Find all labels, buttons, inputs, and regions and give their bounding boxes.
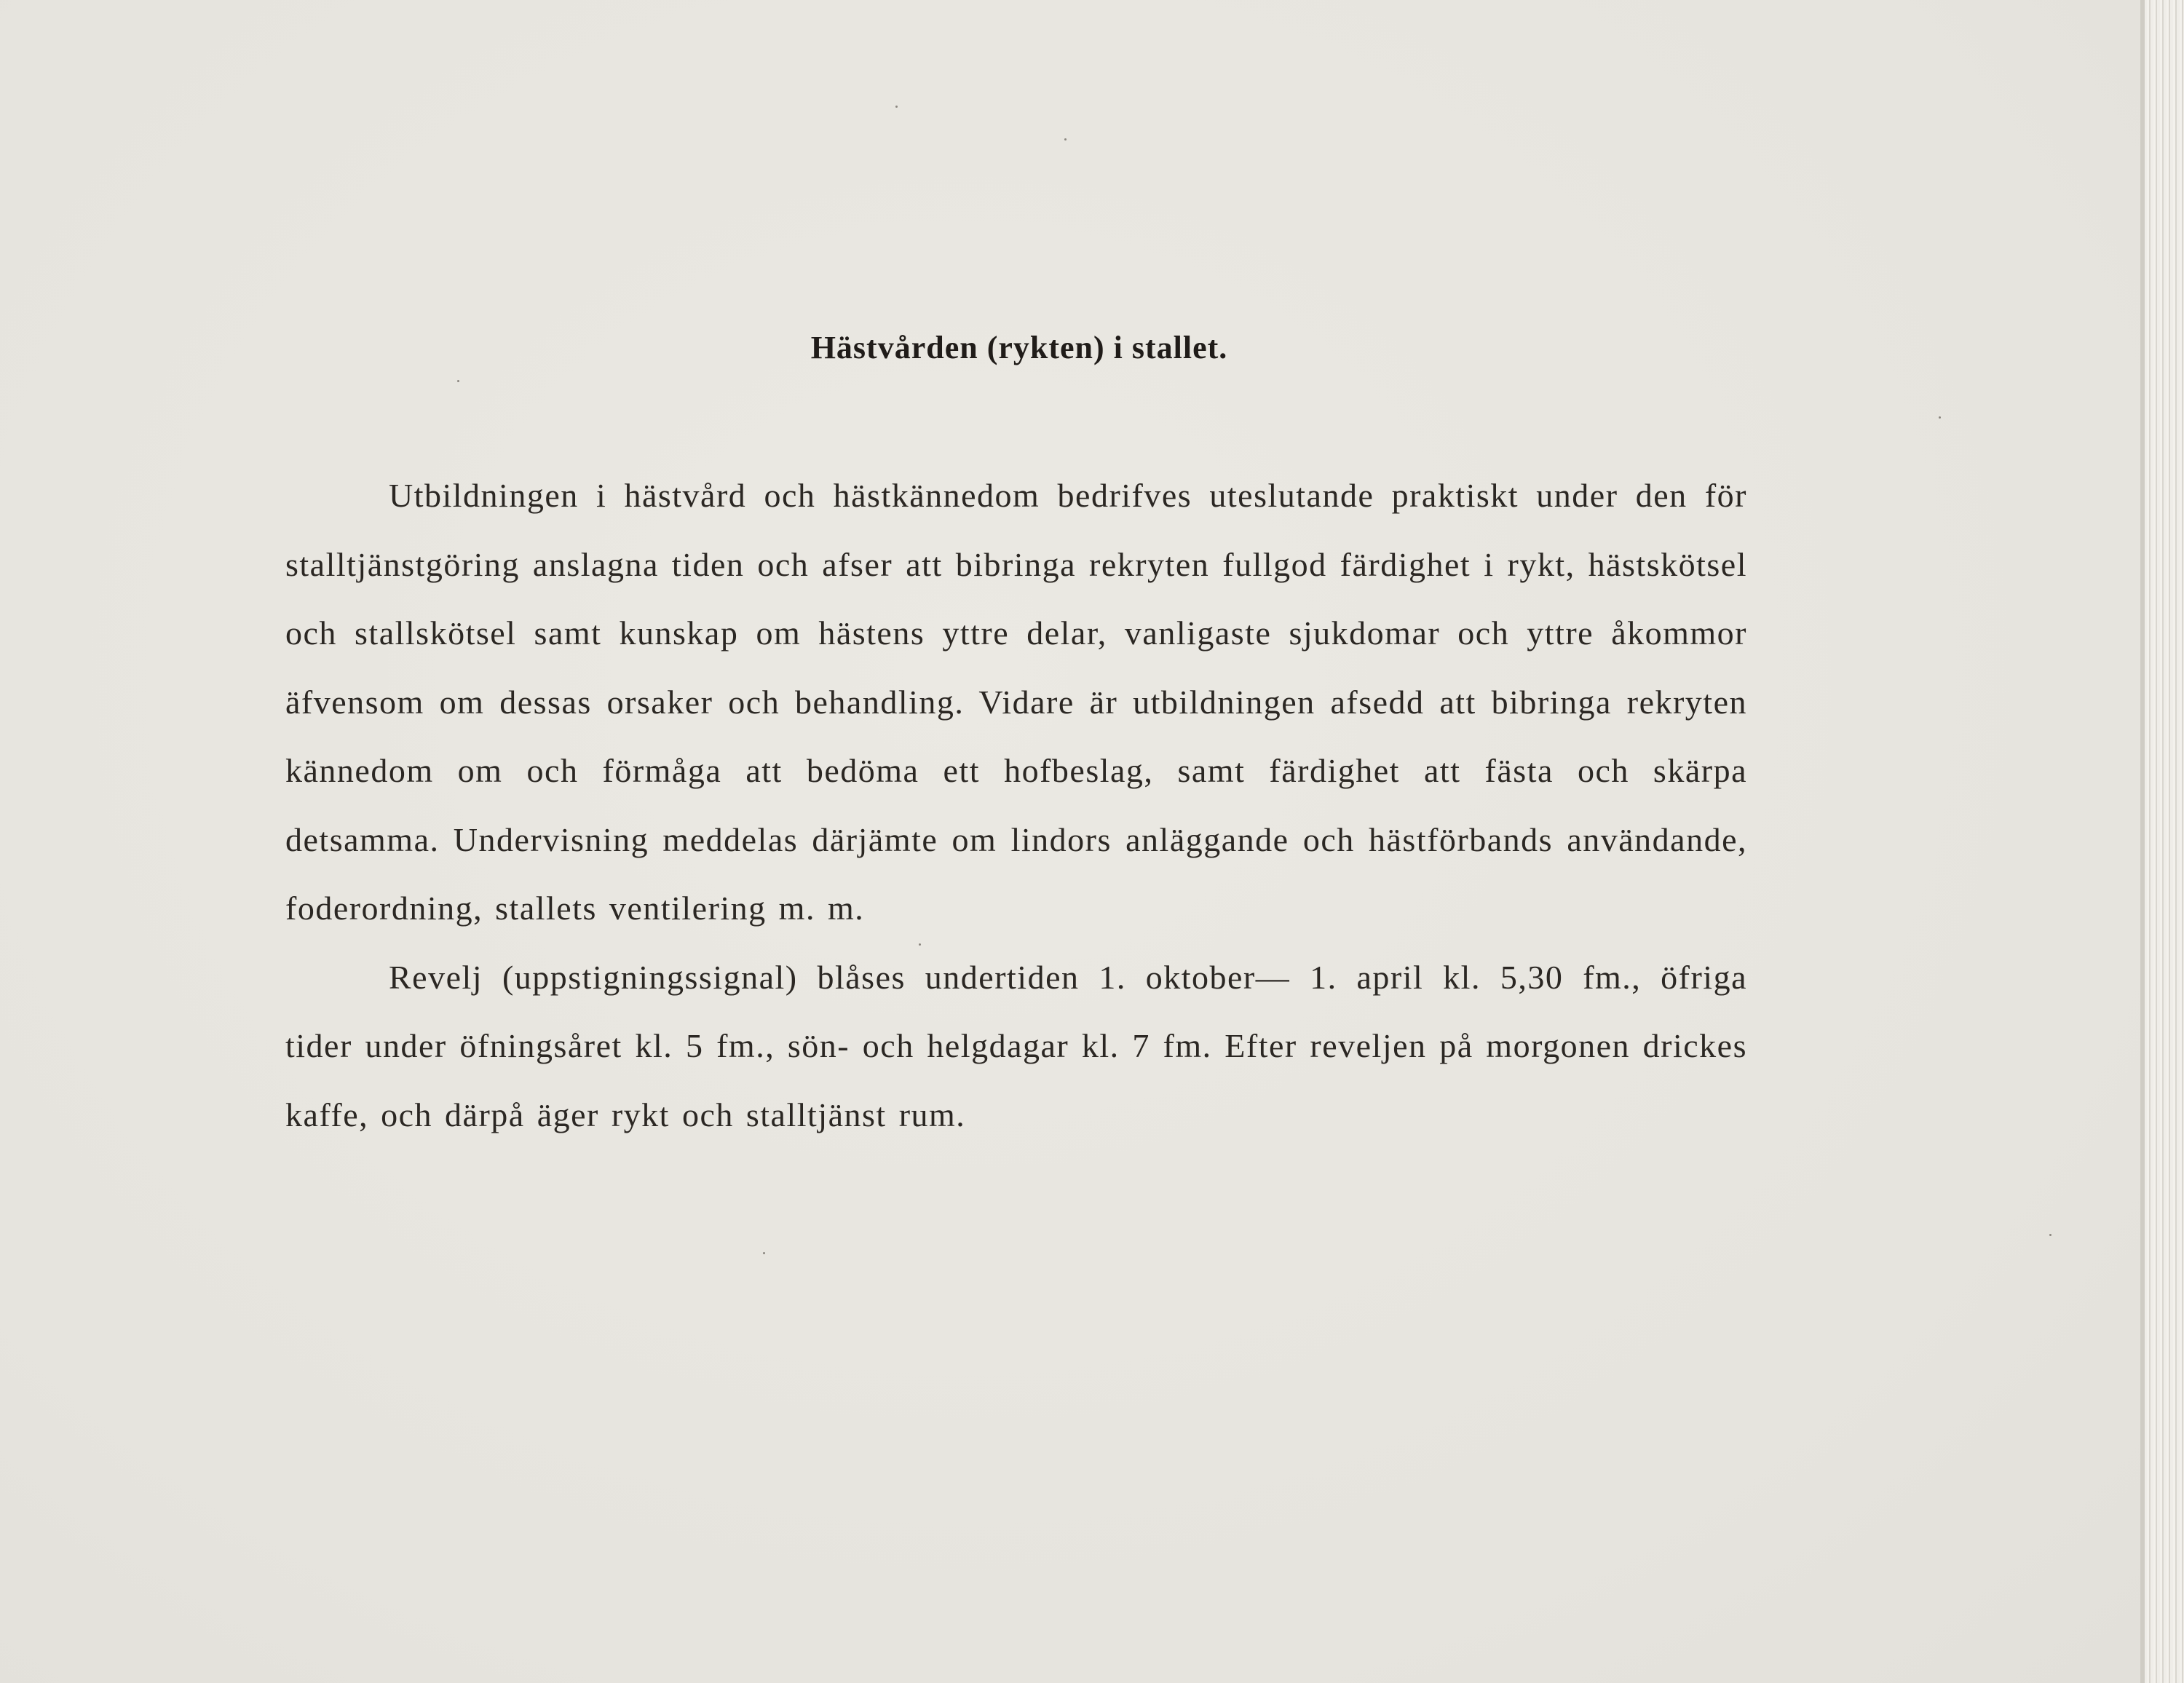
paper-speck xyxy=(895,106,898,108)
paper-speck xyxy=(919,943,921,946)
paper-speck xyxy=(1064,138,1067,140)
page-title: Hästvården (rykten) i stallet. xyxy=(810,330,1228,365)
page-edge xyxy=(2140,0,2184,1683)
paragraph-2: Revelj (uppstigningssignal) blåses undertiden 1. oktober— 1. april kl. 5,30 fm., öfriga tider under öfningsåret kl. 5 fm., sön- och helgdagar kl. 7 fm. Efter reveljen på morgonen drickes kaffe, och därpå äger rykt och stalltjänst rum. xyxy=(285,958,1747,1133)
body-text xyxy=(285,462,1747,1149)
paragraph-1: Utbildningen i hästvård och hästkännedom bedrifves uteslutande praktiskt under den för stalltjänstgöring anslagna tiden och afser att bibringa rekryten fullgod färdighet i rykt, hästskötsel och stallskötsel samt kunskap om hästens yttre delar, vanligaste sjukdomar och yttre åkommor äfvensom om dessas orsaker och behandling. Vidare är utbildningen afsedd att bibringa rekryten kännedom om och förmåga att bedöma ett hofbeslag, samt färdighet att fästa och skärpa detsamma. Undervisning meddelas därjämte om lindors anläggande och hästförbands användande, foderordning, stallets ventilering m. m. xyxy=(285,477,1747,927)
paper-speck xyxy=(1939,416,1941,419)
paper-speck xyxy=(2049,1234,2052,1236)
paper-speck xyxy=(457,380,459,382)
paper-speck xyxy=(763,1252,765,1254)
